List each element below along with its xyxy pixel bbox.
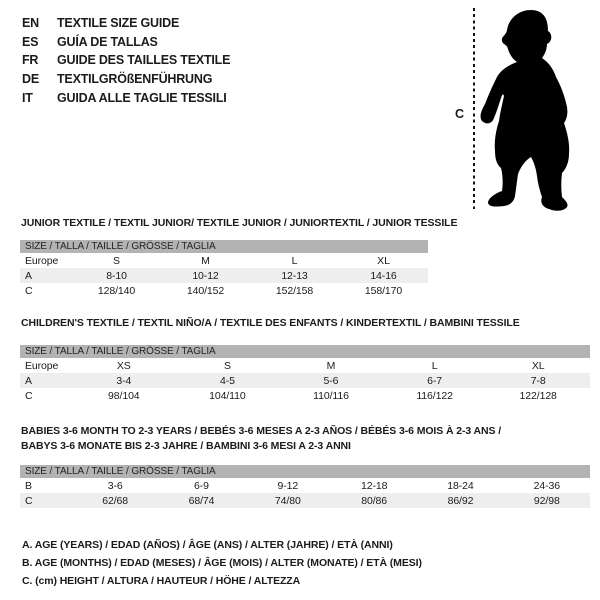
table-cell: L xyxy=(291,254,298,267)
children-size-table xyxy=(20,345,590,403)
table-cell: 4-5 xyxy=(176,373,280,388)
size-header-label: SIZE / TALLA / TAILLE / GRÖSSE / TAGLIA xyxy=(20,345,590,358)
table-cell: 86/92 xyxy=(417,493,503,508)
language-code: DE xyxy=(22,72,39,87)
table-cell: 98/104 xyxy=(108,389,140,402)
table-row xyxy=(20,493,590,508)
table-cell: 92/98 xyxy=(504,493,590,508)
size-header-label: SIZE / TALLA / TAILLE / GRÖSSE / TAGLIA xyxy=(20,240,428,253)
language-title: GUIDA ALLE TAGLIE TESSILI xyxy=(57,90,227,105)
legend-line-age-months: B. AGE (MONTHS) / EDAD (MESES) / ÂGE (MOIS) / ALTER (MONATE) / ETÀ (MESI) xyxy=(22,557,422,569)
table-cell: M xyxy=(326,359,336,372)
row-label: C xyxy=(20,493,72,508)
table-cell: 122/128 xyxy=(519,389,557,402)
junior-size-table xyxy=(20,240,428,298)
table-cell: M xyxy=(201,254,210,267)
table-cell: 6-9 xyxy=(194,479,209,492)
section-title-junior: JUNIOR TEXTILE / TEXTIL JUNIOR/ TEXTILE JUNIOR / JUNIORTEXTIL / JUNIOR TESSILE xyxy=(21,217,458,229)
table-cell: S xyxy=(223,359,231,372)
row-label: Europe xyxy=(25,254,59,267)
table-cell: 14-16 xyxy=(339,268,428,283)
table-row xyxy=(20,283,428,298)
section-title-babies xyxy=(21,424,501,454)
height-measure-label: C xyxy=(455,107,465,121)
row-label: A xyxy=(20,268,72,283)
row-label: C xyxy=(25,284,33,297)
row-label: C xyxy=(25,389,33,402)
language-row xyxy=(22,33,230,52)
table-cell: S xyxy=(113,254,120,267)
table-cell: 116/122 xyxy=(416,389,453,402)
size-header-row xyxy=(20,345,590,358)
table-cell: 10-12 xyxy=(161,268,250,283)
table-cell: 5-6 xyxy=(279,373,383,388)
size-header-row xyxy=(20,465,590,478)
row-label: B xyxy=(25,479,32,492)
row-label: Europe xyxy=(25,359,59,372)
language-title: TEXTILGRÖßENFÜHRUNG xyxy=(57,72,213,87)
table-cell: 24-36 xyxy=(533,479,560,492)
legend-line-height-cm: C. (cm) HEIGHT / ALTURA / HAUTEUR / HÖHE / ALTEZZA xyxy=(22,575,301,587)
table-row xyxy=(20,358,590,373)
language-title-list xyxy=(22,14,230,107)
table-row xyxy=(20,253,428,268)
toddler-silhouette-image xyxy=(480,0,580,215)
language-row xyxy=(22,88,230,107)
table-cell: XL xyxy=(531,359,545,372)
section-title-children: CHILDREN'S TEXTILE / TEXTIL NIÑO/A / TEXTILE DES ENFANTS / KINDERTEXTIL / BAMBINI TESSILE xyxy=(21,317,520,329)
table-cell: XL xyxy=(377,254,390,267)
table-cell: 80/86 xyxy=(331,493,417,508)
table-row xyxy=(20,373,590,388)
section-title-babies-line1: BABIES 3-6 MONTH TO 2-3 YEARS / BEBÉS 3-6 MESES A 2-3 AÑOS / BÉBÉS 3-6 MOIS À 2-3 ANS / xyxy=(21,425,502,437)
language-title: TEXTILE SIZE GUIDE xyxy=(57,16,180,31)
size-header-row xyxy=(20,240,428,253)
table-cell: 110/116 xyxy=(313,389,349,402)
table-cell: 3-6 xyxy=(107,479,123,492)
language-title: GUÍA DE TALLAS xyxy=(57,34,158,49)
table-cell: 68/74 xyxy=(158,493,244,508)
language-row xyxy=(22,70,230,89)
table-cell: 3-4 xyxy=(72,373,176,388)
table-cell: 8-10 xyxy=(72,268,161,283)
table-cell: 6-7 xyxy=(383,373,487,388)
language-code: IT xyxy=(22,90,33,105)
row-label: A xyxy=(20,373,72,388)
size-header-label: SIZE / TALLA / TAILLE / GRÖSSE / TAGLIA xyxy=(20,465,590,478)
table-cell: L xyxy=(431,359,438,372)
table-cell: 12-18 xyxy=(360,479,388,492)
language-code: EN xyxy=(22,16,39,31)
language-row xyxy=(22,51,230,70)
table-row xyxy=(20,268,428,283)
language-row xyxy=(22,14,230,33)
language-code: FR xyxy=(22,53,39,68)
section-title-babies-line2: BABYS 3-6 MONATE BIS 2-3 JAHRE / BAMBINI 3-6 MESI A 2-3 ANNI xyxy=(21,440,351,452)
babies-size-table xyxy=(20,465,590,508)
table-cell: 152/158 xyxy=(275,284,314,297)
table-cell: 128/140 xyxy=(97,284,136,297)
language-title: GUIDE DES TAILLES TEXTILE xyxy=(57,53,231,68)
table-cell: XS xyxy=(116,359,131,372)
table-cell: 18-24 xyxy=(447,479,474,492)
table-cell: 104/110 xyxy=(209,389,246,402)
language-code: ES xyxy=(22,34,39,49)
height-measure-dashed-line xyxy=(473,8,475,209)
legend-line-age-years: A. AGE (YEARS) / EDAD (AÑOS) / ÂGE (ANS) / ALTER (JAHRE) / ETÀ (ANNI) xyxy=(22,539,393,551)
table-row xyxy=(20,478,590,493)
table-cell: 12-13 xyxy=(250,268,339,283)
table-cell: 9-12 xyxy=(277,479,299,492)
table-row xyxy=(20,388,590,403)
table-cell: 7-8 xyxy=(486,373,590,388)
table-cell: 158/170 xyxy=(364,284,403,297)
table-cell: 74/80 xyxy=(245,493,331,508)
legend xyxy=(22,536,422,590)
table-cell: 140/152 xyxy=(186,284,225,297)
table-cell: 62/68 xyxy=(72,493,158,508)
